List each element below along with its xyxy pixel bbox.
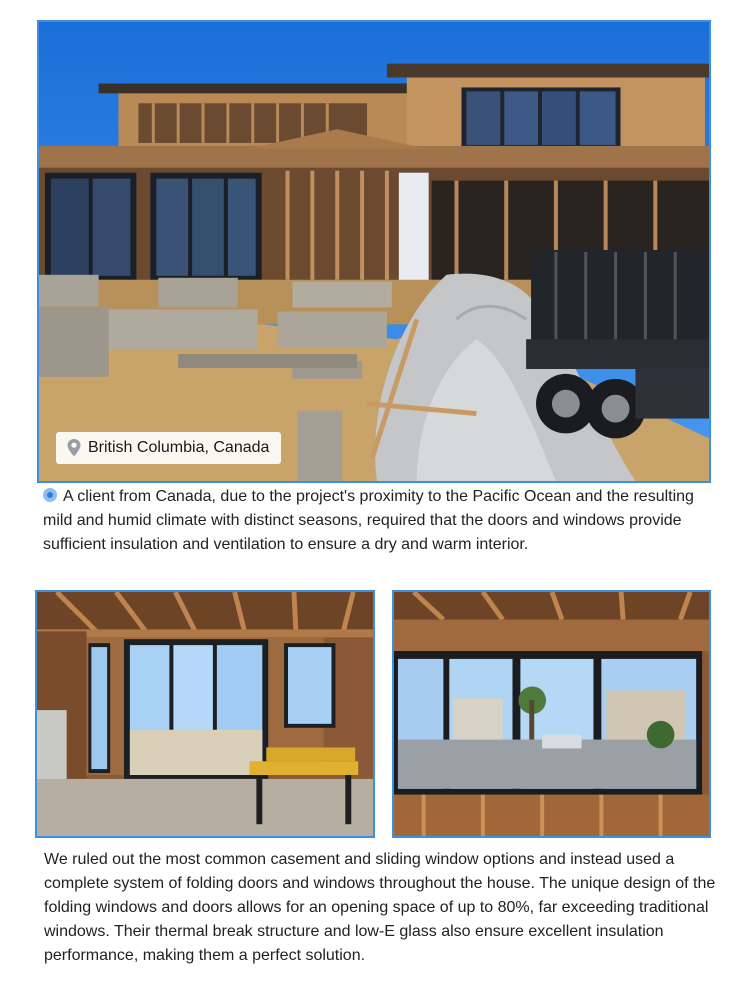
house-exterior-image: [39, 22, 709, 481]
body-paragraph: We ruled out the most common casement and sliding window options and instead used a complete system of folding doors and windows throughout the house. The unique design of the folding windows and doors allows for an opening space of up to 80%, far exceeding traditional windows. Their thermal break structure and low-E glass also ensure excellent insulation performance, making them a perfect solution.: [44, 851, 716, 964]
intro-paragraph: [43, 485, 715, 557]
intro-text: A client from Canada, due to the project's proximity to the Pacific Ocean and the resulting mild and humid climate with distinct seasons, required that the doors and windows provide sufficient insulation and ventilation to ensure a dry and warm interior.: [43, 488, 694, 553]
location-label: British Columbia, Canada: [88, 439, 270, 456]
construction-site-photo: [37, 20, 711, 483]
bullet-dot-icon: [43, 488, 57, 502]
interior-doors-image: [37, 592, 373, 836]
map-pin-icon: [66, 438, 82, 458]
location-badge: [56, 432, 281, 464]
interior-window-image: [394, 592, 709, 836]
interior-window-photo: [392, 590, 711, 838]
interior-folding-doors-photo: [35, 590, 375, 838]
